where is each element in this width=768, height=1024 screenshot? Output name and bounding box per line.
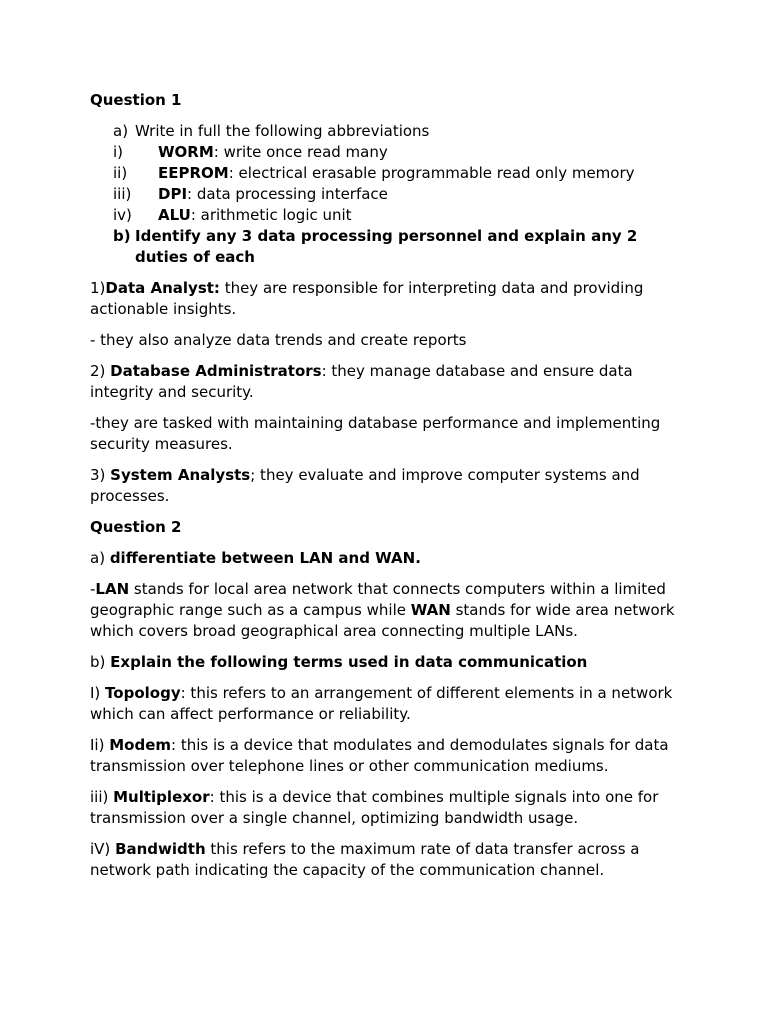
term-name: Multiplexor bbox=[113, 788, 210, 806]
lan-term: LAN bbox=[95, 580, 130, 598]
part-b-prefix: b) bbox=[90, 653, 111, 671]
wan-term: WAN bbox=[410, 601, 451, 619]
item-marker: iii) bbox=[113, 185, 132, 203]
abbreviation-term: DPI bbox=[158, 185, 188, 203]
abbreviation-meaning: : arithmetic logic unit bbox=[190, 206, 352, 224]
answer-paragraph bbox=[90, 413, 690, 455]
part-a-marker: a) bbox=[113, 122, 129, 140]
abbreviation-meaning: : electrical erasable programmable read only memory bbox=[228, 164, 635, 182]
question-2-part-b bbox=[90, 652, 690, 673]
answer-number: 2) bbox=[90, 362, 111, 380]
part-b-text: Identify any 3 data processing personnel and explain any 2 duties of each bbox=[135, 227, 638, 266]
term-number: I) bbox=[90, 684, 106, 702]
lan-wan-answer bbox=[90, 579, 690, 642]
term-number: iii) bbox=[90, 788, 114, 806]
abbreviation-term: WORM bbox=[158, 143, 214, 161]
term-name: Topology bbox=[105, 684, 181, 702]
item-marker: ii) bbox=[113, 164, 128, 182]
wan-text: stands for wide area network which covers broad geographical area connecting multiple LANs. bbox=[90, 601, 675, 640]
answer-paragraph bbox=[90, 330, 690, 351]
question-1-heading: Question 1 bbox=[90, 91, 182, 109]
answer-text: they are responsible for interpreting data and providing actionable insights. bbox=[90, 279, 644, 318]
term-name: Bandwidth bbox=[115, 840, 206, 858]
answer-paragraph bbox=[90, 361, 690, 403]
question-2-part-a bbox=[90, 548, 690, 569]
part-a-prefix: a) bbox=[90, 549, 110, 567]
answer-text: : they manage database and ensure data integrity and security. bbox=[90, 362, 633, 401]
abbreviation-item bbox=[113, 163, 690, 184]
part-a-instruction bbox=[113, 121, 690, 142]
item-marker: iv) bbox=[113, 206, 132, 224]
answer-text: -they are tasked with maintaining database performance and implementing security measures. bbox=[90, 414, 661, 453]
question-1-part-a bbox=[113, 121, 690, 268]
term-text: : this is a device that modulates and demodulates signals for data transmission over telephone lines or other communication mediums. bbox=[90, 736, 669, 775]
abbreviation-term: EEPROM bbox=[158, 164, 229, 182]
part-a-text: Write in full the following abbreviations bbox=[135, 122, 430, 140]
answer-number: 3) bbox=[90, 466, 111, 484]
abbreviation-meaning: : write once read many bbox=[213, 143, 388, 161]
answer-term: Database Administrators bbox=[110, 362, 322, 380]
answer-text: ; they evaluate and improve computer systems and processes. bbox=[90, 466, 640, 505]
term-definition bbox=[90, 787, 690, 829]
part-b-marker: b) bbox=[113, 227, 131, 245]
question-1-part-b bbox=[113, 226, 690, 268]
term-number: iV) bbox=[90, 840, 116, 858]
part-b-text: Explain the following terms used in data communication bbox=[110, 653, 588, 671]
document-page bbox=[90, 90, 690, 881]
answer-term: Data Analyst: bbox=[105, 279, 220, 297]
question-2-heading: Question 2 bbox=[90, 518, 182, 536]
item-marker: i) bbox=[113, 143, 124, 161]
term-definition bbox=[90, 735, 690, 777]
answer-text: - they also analyze data trends and create reports bbox=[90, 331, 467, 349]
answer-paragraph bbox=[90, 278, 690, 320]
term-name: Modem bbox=[109, 736, 171, 754]
term-definition bbox=[90, 839, 690, 881]
answer-paragraph bbox=[90, 465, 690, 507]
abbreviation-item bbox=[113, 205, 690, 226]
term-text: this refers to the maximum rate of data transfer across a network path indicating the capacity of the communication channel. bbox=[90, 840, 640, 879]
part-a-text: differentiate between LAN and WAN. bbox=[109, 549, 421, 567]
term-text: : this refers to an arrangement of different elements in a network which can affect performance or reliability. bbox=[90, 684, 673, 723]
abbreviation-item bbox=[113, 184, 690, 205]
term-number: Ii) bbox=[90, 736, 110, 754]
abbreviation-term: ALU bbox=[158, 206, 191, 224]
answer-term: System Analysts bbox=[110, 466, 251, 484]
dash: - bbox=[90, 580, 96, 598]
abbreviation-meaning: : data processing interface bbox=[187, 185, 388, 203]
answer-number: 1) bbox=[90, 279, 106, 297]
term-text: : this is a device that combines multiple signals into one for transmission over a single channel, optimizing bandwidth usage. bbox=[90, 788, 659, 827]
abbreviation-item bbox=[113, 142, 690, 163]
term-definition bbox=[90, 683, 690, 725]
lan-text: stands for local area network that connects computers within a limited geographic range such as a campus while bbox=[90, 580, 666, 619]
